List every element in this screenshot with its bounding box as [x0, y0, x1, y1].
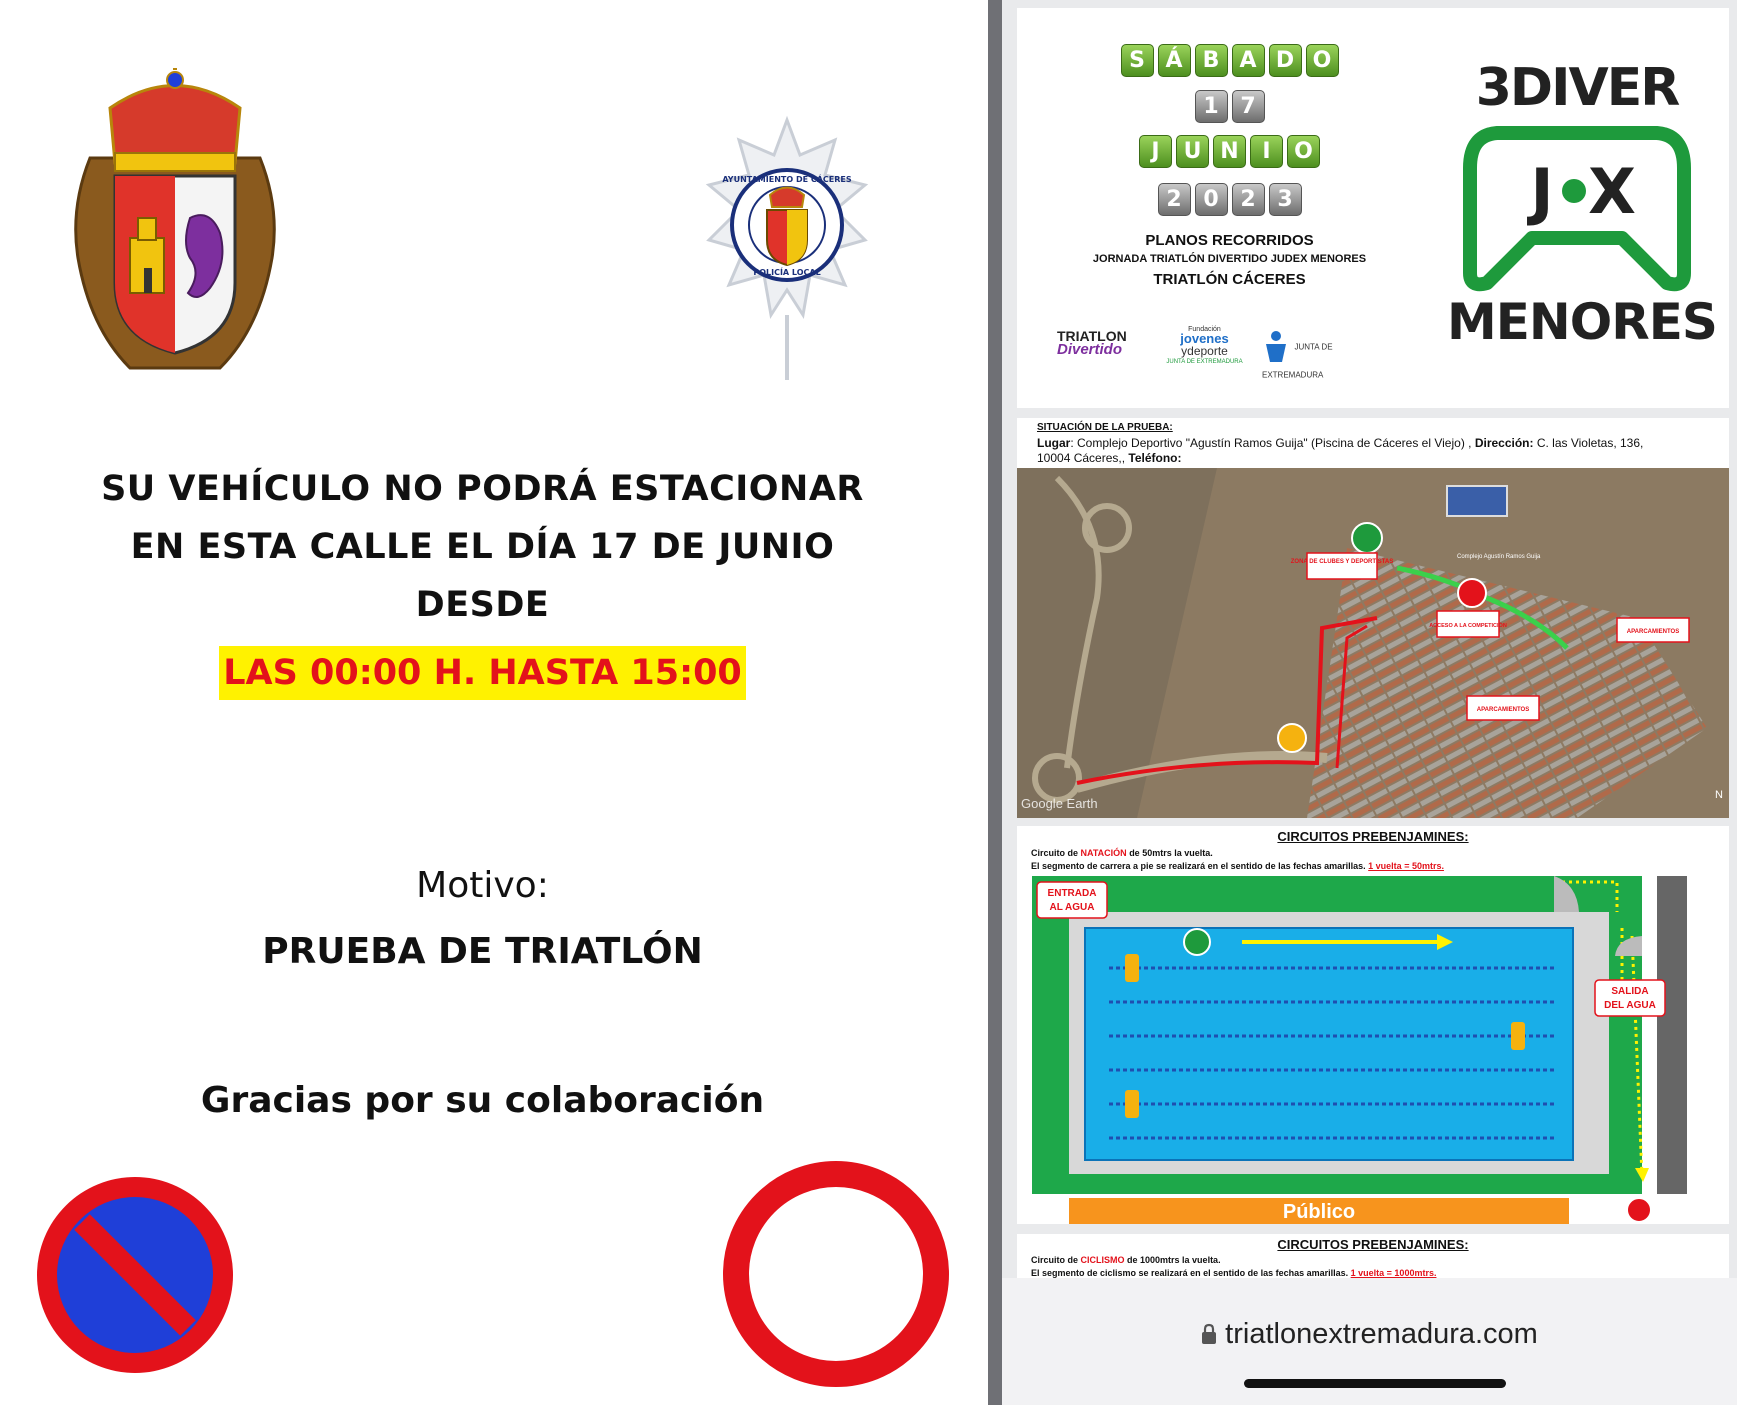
satellite-map — [1017, 468, 1729, 818]
sponsor2-line1: Fundación — [1188, 326, 1221, 333]
sponsor1-line2: Divertido — [1057, 341, 1123, 358]
year-digit: 2 — [1158, 183, 1191, 216]
sponsor3-text: JUNTA DE EXTREMADURA — [1262, 342, 1333, 380]
lugar-label: Lugar — [1037, 436, 1071, 450]
notice-line-1: SU VEHÍCULO NO PODRÁ ESTACIONAR — [101, 469, 864, 509]
publico-label: Público — [1282, 1201, 1356, 1223]
entrada-label-1: ENTRADA — [1047, 888, 1097, 899]
notice-line-2: EN ESTA CALLE EL DÍA 17 DE JUNIO — [130, 527, 835, 567]
c1-desc-1b: NATACIÓN — [1080, 848, 1127, 858]
no-parking-sign-icon — [30, 1170, 240, 1380]
map-label-pool: Complejo Agustín Ramos Guija — [1457, 554, 1541, 560]
lock-icon — [1201, 1323, 1217, 1345]
c2-desc-1a: Circuito de — [1031, 1255, 1081, 1265]
url-text: triatlonextremadura.com — [1225, 1318, 1538, 1350]
police-ring-bottom: POLICÍA LOCAL — [753, 268, 821, 277]
notice-line-3: DESDE — [415, 585, 550, 625]
notice-motivo-label: Motivo: — [416, 865, 549, 906]
day-letter: A — [1232, 44, 1265, 77]
no-entry-vehicles-sign-icon — [722, 1160, 950, 1388]
poster-subtitle-2: TRIATLÓN CÁCERES — [1153, 271, 1306, 288]
notice-reason-block — [60, 865, 905, 972]
policia-local-badge — [705, 115, 870, 385]
date-digit: 1 — [1195, 90, 1228, 123]
split-divider — [988, 0, 1002, 1405]
date-digit: 7 — [1232, 90, 1265, 123]
gamepad-icon — [1462, 123, 1692, 293]
day-letter: B — [1195, 44, 1228, 77]
month-letter: N — [1213, 135, 1246, 168]
telefono-label: Teléfono: — [1128, 451, 1182, 465]
day-letter: O — [1306, 44, 1339, 77]
sponsor-jovenes-deporte-logo — [1162, 326, 1247, 365]
circuito-natacion-card — [1017, 826, 1729, 1224]
address-line-2: 10004 Cáceres,, — [1037, 451, 1129, 465]
c2-desc-1b: CICLISMO — [1080, 1255, 1125, 1265]
home-indicator[interactable] — [1244, 1379, 1506, 1388]
c2-desc-2b: 1 vuelta = 1000mtrs. — [1350, 1268, 1437, 1278]
google-earth-watermark: Google Earth — [1021, 796, 1098, 811]
circuito-ciclismo-card — [1017, 1234, 1729, 1278]
logo-menores-text: MENORES — [1447, 293, 1717, 351]
direccion-text: C. las Violetas, 136, — [1533, 436, 1644, 450]
day-tiles — [1017, 44, 1442, 77]
year-digit: 0 — [1195, 183, 1228, 216]
month-letter: J — [1139, 135, 1172, 168]
notice-reason: PRUEBA DE TRIATLÓN — [262, 931, 703, 972]
notice-thanks: Gracias por su colaboración — [200, 1080, 765, 1121]
junta-emblem-icon — [1262, 328, 1290, 366]
day-letter: Á — [1158, 44, 1191, 77]
police-ring-top: AYUNTAMIENTO DE CÁCERES — [722, 175, 852, 184]
browser-url-bar[interactable] — [1002, 1278, 1737, 1405]
url-display[interactable] — [1002, 1318, 1737, 1351]
entrada-label-2: AL AGUA — [1049, 902, 1095, 913]
sponsor2-line4: JUNTA DE EXTREMADURA — [1166, 359, 1243, 365]
map-label-acceso: ACCESO A LA COMPETICIÓN — [1429, 623, 1507, 629]
situacion-card — [1017, 418, 1729, 818]
month-letter: U — [1176, 135, 1209, 168]
sponsor-triatlon-divertido-logo — [1057, 328, 1147, 358]
lugar-text: : Complejo Deportivo "Agustín Ramos Guija" (Piscina de Cáceres el Viejo) , — [1070, 436, 1475, 450]
month-tiles — [1017, 135, 1442, 168]
day-letter: D — [1269, 44, 1302, 77]
salida-label-1: SALIDA — [1611, 986, 1649, 997]
direccion-label: Dirección: — [1474, 436, 1534, 450]
year-digit: 3 — [1269, 183, 1302, 216]
logo-3diver-text: 3DIVER — [1475, 58, 1679, 118]
circuito-1-description — [1031, 847, 1444, 873]
c1-desc-1a: Circuito de — [1031, 848, 1081, 858]
month-letter: I — [1250, 135, 1283, 168]
pool-diagram — [1017, 876, 1729, 1224]
year-digit: 2 — [1232, 183, 1265, 216]
sponsor2-line2: jovenes — [1180, 331, 1229, 346]
situacion-address — [1037, 436, 1727, 466]
logo-x-text: X — [1588, 155, 1636, 228]
date-tiles — [1017, 90, 1442, 123]
poster-title: PLANOS RECORRIDOS — [1145, 232, 1314, 249]
c2-desc-1c: de 1000mtrs la vuelta. — [1124, 1255, 1221, 1265]
sponsor2-line3: ydeporte — [1181, 344, 1228, 358]
circuito-1-heading: CIRCUITOS PREBENJAMINES: — [1277, 829, 1469, 844]
month-letter: O — [1287, 135, 1320, 168]
north-indicator-icon: N — [1715, 789, 1723, 801]
map-label-aparcamientos-2: APARCAMIENTOS — [1476, 707, 1530, 713]
sponsor1-line1: TRIATLON — [1057, 328, 1127, 344]
situacion-heading: SITUACIÓN DE LA PRUEBA: — [1037, 422, 1173, 433]
day-letter: S — [1121, 44, 1154, 77]
salida-label-2: DEL AGUA — [1604, 1000, 1656, 1011]
circuito-2-heading: CIRCUITOS PREBENJAMINES: — [1277, 1237, 1469, 1252]
c2-desc-2a: El segmento de ciclismo se realizará en el sentido de las fechas amarillas. — [1031, 1268, 1351, 1278]
logo-j-text: J — [1530, 155, 1554, 228]
circuito-2-description — [1031, 1254, 1436, 1278]
notice-hours: LAS 00:00 H. HASTA 15:00 — [219, 646, 746, 700]
c1-desc-2a: El segmento de carrera a pie se realizará en el sentido de las fechas amarillas. — [1031, 861, 1369, 871]
caceres-coat-of-arms — [70, 68, 280, 378]
c1-desc-1c: de 50mtrs la vuelta. — [1126, 848, 1213, 858]
sponsor-junta-extremadura-logo — [1262, 328, 1382, 384]
year-tiles — [1017, 183, 1442, 216]
event-poster-card — [1017, 8, 1729, 408]
poster-subtitle: JORNADA TRIATLÓN DIVERTIDO JUDEX MENORES — [1092, 253, 1367, 265]
map-label-aparcamientos-1: APARCAMIENTOS — [1626, 629, 1680, 635]
notice-main-text — [60, 460, 905, 700]
c1-desc-2b: 1 vuelta = 50mtrs. — [1368, 861, 1444, 871]
3diver-judex-menores-logo — [1447, 58, 1717, 358]
map-label-zona: ZONA DE CLUBES Y DEPORTISTAS — [1290, 559, 1394, 565]
